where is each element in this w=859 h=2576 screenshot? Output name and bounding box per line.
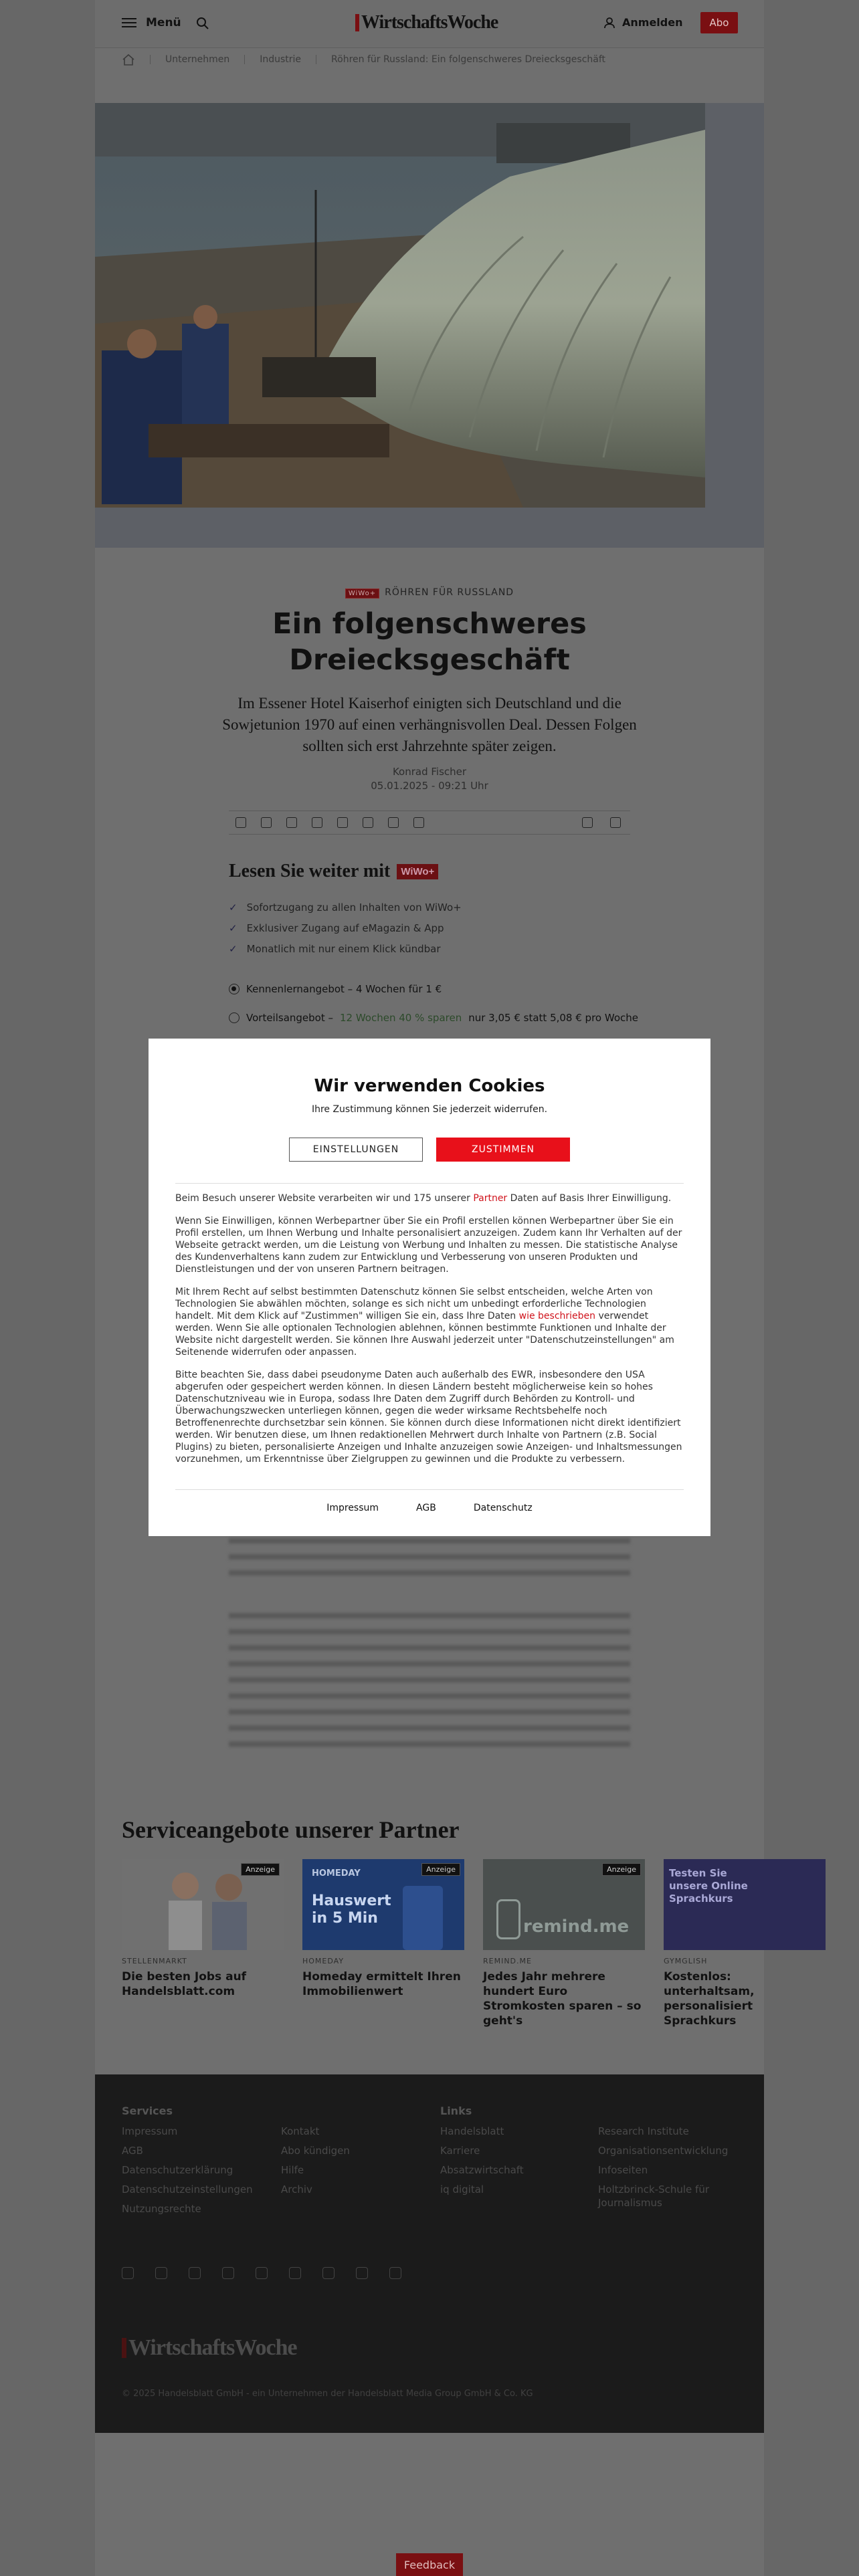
wiwo-plus-logo: WiWo+ [397,864,438,879]
abo-button[interactable]: Abo [700,12,738,33]
xing-icon[interactable] [363,817,373,828]
mobile-icon[interactable] [610,817,621,828]
card-image [122,1859,284,1950]
radio-unselected[interactable] [229,1012,240,1023]
linkedin-icon[interactable] [312,817,322,828]
site-footer [95,2074,764,2433]
article-kicker [0,587,859,599]
footer-link[interactable]: Abo kündigen [281,2145,350,2157]
footer-logo-text: WirtschaftsWoche [128,2335,297,2360]
footer-links-col2 [598,2122,739,2210]
footer-link[interactable]: Hilfe [281,2164,304,2176]
x-icon[interactable] [286,817,297,828]
cookie-text-span: Daten auf Basis Ihrer Einwilligung. [510,1193,672,1204]
blurred-article-text [229,1613,630,1747]
offer-prefix: Vorteilsangebot – [246,1012,333,1024]
copyright-text: © 2025 Handelsblatt GmbH - ein Unternehmen der [122,2389,345,2399]
card-image-brand: HOMEDAY [312,1868,361,1879]
print-icon[interactable] [582,817,593,828]
card-title: Homeday ermittelt Ihren Immobilienwert [302,1970,461,1998]
footer-link[interactable]: Karriere [440,2145,480,2157]
logo-mark [122,2338,126,2358]
settings-button[interactable]: EINSTELLUNGEN [289,1138,423,1162]
breadcrumb-item[interactable]: Unternehmen [165,54,230,65]
footer-link[interactable]: Nutzungsrechte [122,2203,201,2215]
login-label: Anmelden [622,16,683,29]
wiwo-plus-badge: WiWo+ [345,588,379,599]
footer-links-col1 [440,2101,524,2199]
home-icon[interactable] [122,53,135,66]
card-category: HOMEDAY [302,1957,345,1965]
breadcrumb-item[interactable]: Industrie [260,54,302,65]
x-icon[interactable] [122,2267,134,2279]
datenschutz-link[interactable]: Datenschutz [473,1503,533,1513]
linkedin-icon[interactable] [222,2267,234,2279]
card-image [483,1859,645,1950]
footer-link[interactable]: Archiv [281,2183,312,2195]
blurred-article-text [229,1538,630,1585]
cookie-subtitle: Ihre Zustimmung können Sie jederzeit widerrufen. [311,1104,548,1115]
card-image [664,1859,826,1950]
footer-services-col2 [281,2122,350,2199]
site-header [95,0,764,48]
cookie-footer-links [149,1503,710,1513]
chart-icon[interactable] [356,2267,368,2279]
footer-link[interactable]: AGB [122,2145,143,2157]
cookie-paragraph: Bitte beachten Sie, dass dabei pseudonyme Daten auch außerhalb des EWR, insbesondere den USA abgerufen oder gespeichert werden können. In diesen Ländern besteht möglicherweise kein so hohes Datenschutzniveau wie in Europa, sodass Ihre Daten dem Zugriff durch Behörden zu Kontroll- und Überwachungszwecken unterliegen können, gegen die weder wirksame Rechtsbehelfe noch Betroffenenrechte durchsetzbar sein können. Sie können durch diese Informationen nicht direkt identifiziert werden. Wir benutzen diese, um Ihnen redaktionellen Mehrwert durch Inhalte von Partnern (z.B. Social Plugins) zu bieten, personalisierte Anzeigen und Inhalte anzuzeigen sowie Anzeigen- und Inhaltsmessungen vorzunehmen, um Erkenntnisse über Zielgruppen zu gewinnen und die Produkte zu verbessern. [175,1370,682,1465]
cookie-text-span: Beim Besuch unserer Website verarbeiten wir und 175 unserer [175,1193,470,1204]
card-image-brand: remind.me [523,1917,630,1937]
logo-mark [355,14,359,31]
feedback-button[interactable]: Feedback [396,2553,463,2576]
footer-heading: Services [122,2105,173,2117]
ad-label: Anzeige [241,1863,280,1876]
cookie-paragraph: Wenn Sie Einwilligen, können Werbepartner über Sie ein Profil erstellen können Werbepartner über Sie ein Profil erstellen, um Ihnen Werbung und Inhalte personalisiert anzuzeigen. Zudem kann Ihr Verhalten auf der Webseite getrackt werden, um die Leistung von Werbung und Inhalten zu messen. Die statistische Analyse des Kundenverhaltens kann zudem zur Entwicklung und Verbesserung von unseren Produkten und Dienstleistungen und der von unseren Partnern beitragen. [175,1216,682,1275]
footer-link[interactable]: Handelsblatt [440,2125,504,2137]
cookie-text-span: verwendet werden. Wenn Sie alle optionalen Technologien ablehnen, können bestimmte Funktionen und Inhalte der Website nicht dargestellt werden. Sie können Ihre Auswahl jederzeit unter "Datenschutzeinstellungen" am Seitenende widerrufen oder anpassen. [175,1311,674,1358]
plug-graphic [496,1899,520,1939]
cookie-text-span: Mit Ihrem Recht auf selbst bestimmten Datenschutz können Sie selbst entscheiden, welche Arten von Technologien Sie abwählen möchten, solange es sich nicht um unbedingt erforderliche Technologien handelt. Mit dem Klick auf "Zustimmen" willigen Sie ein, dass Ihre Daten [175,1287,653,1321]
pinterest-icon[interactable] [322,2267,335,2279]
card-title: Kostenlos: unterhaltsam, personalisiert Sprachkurs [664,1970,755,2028]
footer-link[interactable]: iq digital [440,2183,484,2195]
ad-label: Anzeige [602,1863,641,1876]
footer-link[interactable]: Datenschutzeinstellungen [122,2183,253,2195]
service-card[interactable] [302,1859,464,1999]
card-image [302,1859,464,1950]
offer-option-1[interactable] [229,983,442,995]
offer-highlight: 12 Wochen 40 % sparen [340,1012,462,1024]
cookie-text [175,1192,684,1476]
card-image-text: Testen Sie unsere Online Sprachkurs [669,1867,748,1905]
divider [175,1489,684,1490]
publish-date: 05.01.2025 - 09:21 Uhr [371,780,488,792]
offer-label: Kennenlernangebot – 4 Wochen für 1 € [246,983,442,995]
breadcrumb-separator [244,55,245,64]
login-button[interactable] [603,16,682,29]
service-card[interactable] [664,1859,826,2028]
xing-icon[interactable] [256,2267,268,2279]
footer-link[interactable]: Infoseiten [598,2164,648,2176]
benefit-item: ✓ Monatlich mit nur einem Klick kündbar [229,939,462,960]
footer-logo[interactable] [122,2335,297,2361]
share-bar [229,811,630,835]
menu-button[interactable] [122,16,181,29]
cookie-consent-dialog [149,1039,710,1536]
footer-services-col1 [122,2101,253,2219]
flipboard-icon[interactable] [389,2267,401,2279]
mail-icon[interactable] [261,817,272,828]
offer-suffix: nur 3,05 € statt 5,08 € pro Woche [468,1012,638,1024]
whatsapp-icon[interactable] [413,817,424,828]
footer-link[interactable]: Research Institute [598,2125,689,2137]
instagram-icon[interactable] [189,2267,201,2279]
card-category: GYMGLISH [664,1957,708,1965]
offer-option-2[interactable] [229,1012,638,1024]
threads-icon[interactable] [289,2267,301,2279]
partner-link[interactable]: Partner [473,1193,508,1204]
footer-link[interactable]: Datenschutzerklärung [122,2164,233,2176]
search-icon[interactable] [195,16,210,31]
footer-link[interactable]: Holtzbrinck-Schule für Journalismus [598,2183,709,2209]
service-cards [122,1859,755,2040]
article-lead: Im Essener Hotel Kaiserhof einigten sich Deutschland und die Sowjetunion 1970 auf einen verhängnisvollen Deal. Dessen Folgen sollten sich erst Jahrzehnte später zeigen. [222,695,637,754]
hero-image [95,103,705,508]
divider [175,1183,684,1184]
cookie-paragraph [175,1192,684,1204]
card-category: STELLENMARKT [122,1957,187,1965]
card-title: Jedes Jahr mehrere hundert Euro Stromkosten sparen – so geht's [483,1970,642,2028]
social-links [122,2267,401,2279]
kicker-text: RÖHREN FÜR RUSSLAND [385,587,514,598]
link-icon[interactable] [235,817,246,828]
breadcrumb-current: Röhren für Russland: Ein folgenschweres Dreiecksgeschäft [331,54,606,65]
footer-link[interactable]: Kontakt [281,2125,320,2137]
card-image-text: Hauswert in 5 Min [312,1893,391,1927]
facebook-icon[interactable] [337,817,348,828]
footer-link[interactable]: Absatzwirtschaft [440,2164,524,2176]
copyright [122,2389,533,2399]
facebook-icon[interactable] [155,2267,167,2279]
cookie-title: Wir verwenden Cookies [314,1076,545,1096]
logo-text: WirtschaftsWoche [361,12,498,33]
service-heading: Serviceangebote unserer Partner [122,1816,460,1843]
breadcrumb-separator [150,55,151,64]
hamburger-icon [122,18,136,27]
author-name[interactable]: Konrad Fischer [392,766,467,778]
footer-link[interactable]: Impressum [122,2125,178,2137]
radio-selected[interactable] [229,984,240,994]
accept-button[interactable]: ZUSTIMMEN [436,1138,570,1162]
copyright-link[interactable]: Handelsblatt Media Group GmbH & Co. KG [348,2389,533,2399]
impressum-link[interactable]: Impressum [326,1503,379,1513]
flipboard-icon[interactable] [388,817,399,828]
footer-heading: Links [440,2105,472,2117]
cookie-paragraph [175,1286,684,1358]
card-category: REMIND.ME [483,1957,532,1965]
ad-label: Anzeige [421,1863,460,1876]
paywall-heading-text: Lesen Sie weiter mit [229,861,391,881]
user-icon [603,17,615,29]
described-link[interactable]: wie beschrieben [518,1311,596,1321]
benefit-item: ✓ Exklusiver Zugang auf eMagazin & App [229,918,462,939]
menu-label: Menü [146,16,181,29]
benefit-list [229,897,462,960]
agb-link[interactable]: AGB [416,1503,436,1513]
service-card[interactable] [483,1859,645,2028]
footer-link[interactable]: Organisationsentwicklung [598,2145,729,2157]
breadcrumb [122,53,605,66]
site-logo[interactable] [355,12,498,33]
paywall-heading [229,861,438,882]
article-title: Ein folgenschweres Dreiecksgeschäft [272,607,587,677]
benefit-item: ✓ Sofortzugang zu allen Inhalten von WiWo+ [229,897,462,918]
article-meta [0,765,859,793]
service-card[interactable] [122,1859,284,1999]
card-title: Die besten Jobs auf Handelsblatt.com [122,1970,247,1998]
phone-graphic [403,1886,443,1950]
pipeline-photo [95,103,705,508]
